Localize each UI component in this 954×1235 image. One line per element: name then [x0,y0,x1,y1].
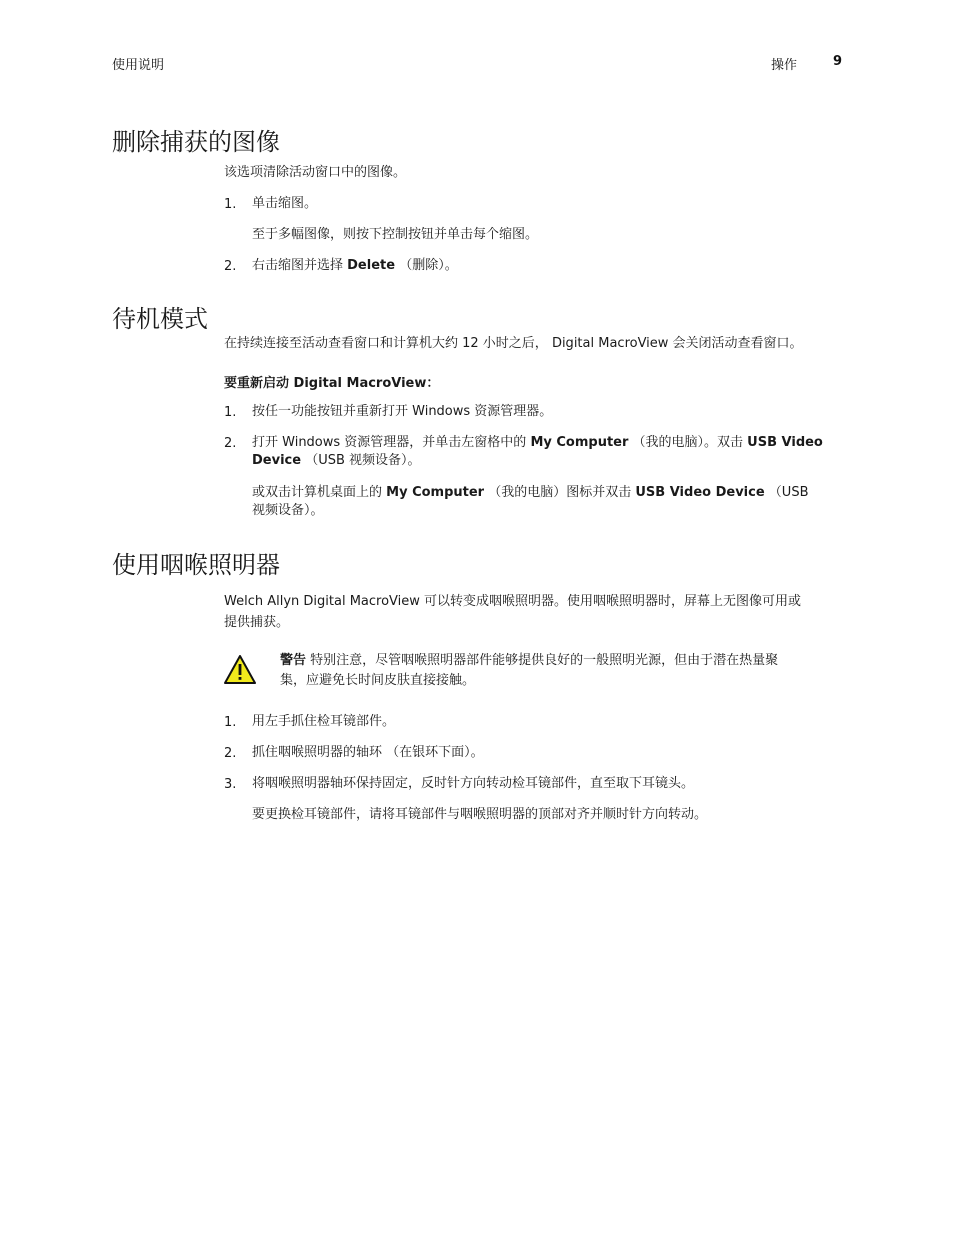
warning-text-continued: 集，应避免长时间皮肤直接接触。 [280,673,476,688]
running-header-section: 操作 [771,58,798,73]
list-item-continued: Device （USB 视频设备）。 [252,453,421,468]
list-number: 1. [224,405,237,420]
list-number: 2. [224,746,237,761]
paragraph-continued: 提供捕获。 [224,615,290,630]
list-number: 2. [224,259,237,274]
list-item: 用左手抓住检耳镜部件。 [252,714,396,729]
paragraph: Welch Allyn Digital MacroView 可以转变成咽喉照明器。使用咽喉照明器时，屏幕上无图像可用或 [224,594,802,609]
list-number: 1. [224,715,237,730]
list-item-note: 要更换检耳镜部件，请将耳镜部件与咽喉照明器的顶部对齐并顺时针方向转动。 [252,807,708,822]
warning-triangle-icon [223,654,257,685]
section-heading-delete-images: 删除捕获的图像 [112,128,280,156]
list-number: 2. [224,436,237,451]
warning-text: 警告 特别注意，尽管咽喉照明器部件能够提供良好的一般照明光源，但由于潜在热量聚 [280,653,779,668]
paragraph: 该选项清除活动窗口中的图像。 [224,165,407,180]
section-heading-throat-illuminator: 使用咽喉照明器 [112,551,280,579]
list-item: 抓住咽喉照明器的轴环 （在银环下面）。 [252,745,484,760]
list-number: 1. [224,197,237,212]
list-item: 按任一功能按钮并重新打开 Windows 资源管理器。 [252,404,553,419]
list-item: 右击缩图并选择 Delete （删除）。 [252,258,458,273]
list-item-note-continued: 视频设备）。 [252,503,324,518]
list-item: 将咽喉照明器轴环保持固定，反时针方向转动检耳镜部件，直至取下耳镜头。 [252,776,695,791]
running-header-title: 使用说明 [112,58,165,73]
paragraph: 在持续连接至活动查看窗口和计算机大约 12 小时之后， Digital MacroView 会关闭活动查看窗口。 [224,336,803,351]
section-heading-standby-mode: 待机模式 [112,305,208,333]
subheading: 要重新启动 Digital MacroView： [224,376,440,391]
list-item-note: 至于多幅图像，则按下控制按钮并单击每个缩图。 [252,227,539,242]
list-item: 打开 Windows 资源管理器，并单击左窗格中的 My Computer （我的电脑）。双击 USB Video [252,435,823,450]
list-number: 3. [224,777,237,792]
list-item: 单击缩图。 [252,196,318,211]
page-number: 9 [833,54,843,69]
list-item-note: 或双击计算机桌面上的 My Computer （我的电脑）图标并双击 USB Video Device （USB [252,485,809,500]
